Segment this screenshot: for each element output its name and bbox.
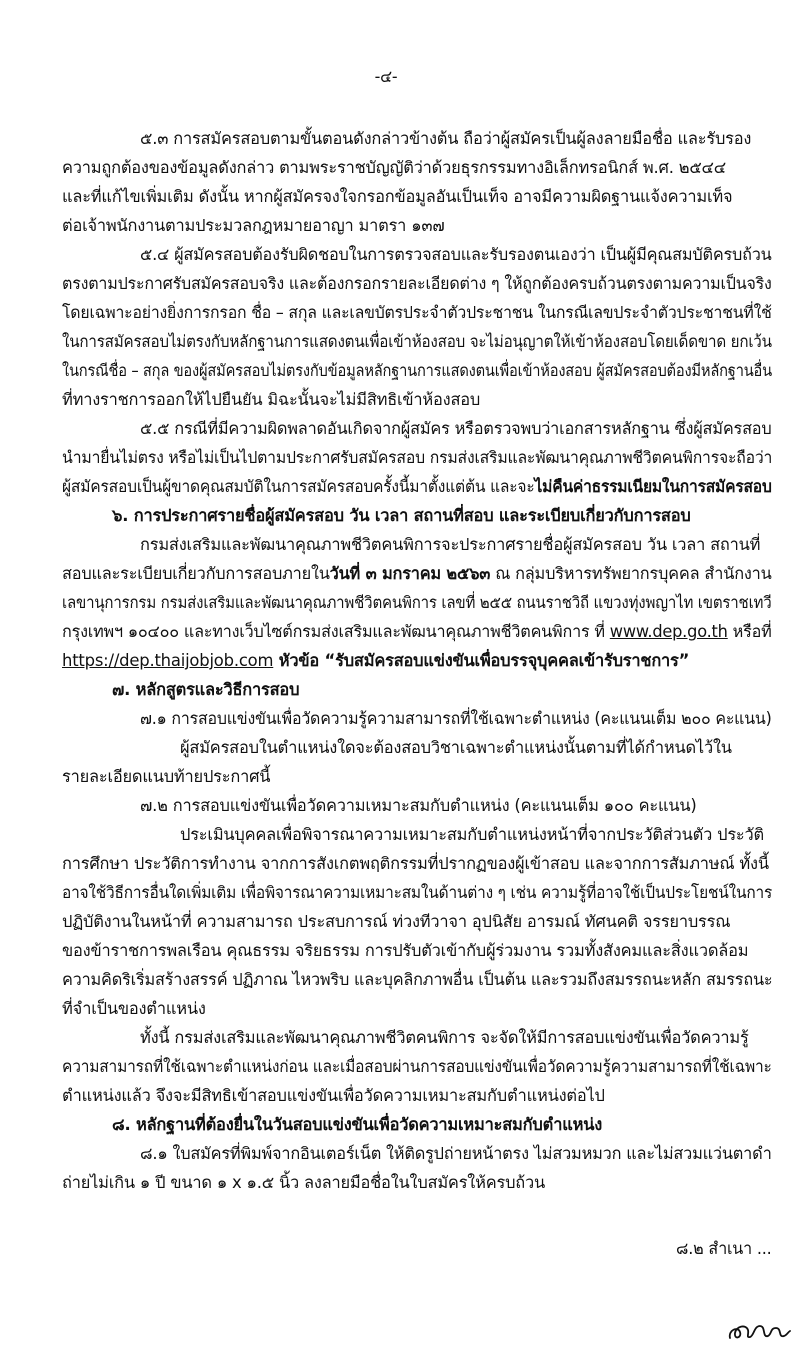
sec5-4-line3: โดยเฉพาะอย่างยิ่งการกรอก ชื่อ – สกุล และเลขบัตรประจำตัวประชาชน ในกรณีเลขประจำตัวประชาชนที่ใช้ <box>62 303 772 322</box>
sec5-3-line1: ๕.๓ การสมัครสอบตามขั้นตอนดังกล่าวข้างต้น ถือว่าผู้สมัครเป็นผู้ลงลายมือชื่อ และรับรอง <box>140 129 752 148</box>
sec8-1-line1: ๘.๑ ใบสมัครที่พิมพ์จากอินเตอร์เน็ต ให้ติดรูปถ่ายหน้าตรง ไม่สวมหมวก และไม่สวมแว่นตาดำ <box>140 1144 772 1163</box>
sec7-1-line2: รายละเอียดแนบท้ายประกาศนี้ <box>62 767 271 786</box>
sec5-4-line4: ในการสมัครสอบไม่ตรงกับหลักฐานการแสดงตนเพื่อเข้าห้องสอบ จะไม่อนุญาตให้เข้าห้องสอบโดยเด็ดขาด ยกเว้น <box>62 332 772 351</box>
sec7-2-title: ๗.๒ การสอบแข่งขันเพื่อวัดความเหมาะสมกับตำแหน่ง (คะแนนเต็ม ๑๐๐ คะแนน) <box>140 796 697 815</box>
sec5-3-line2: ความถูกต้องของข้อมูลดังกล่าว ตามพระราชบัญญัติว่าด้วยธุรกรรมทางอิเล็กทรอนิกส์ พ.ศ. ๒๕๔๔ <box>62 158 726 177</box>
sec7-note-line3: ตำแหน่งแล้ว จึงจะมีสิทธิเข้าสอบแข่งขันเพื่อวัดความเหมาะสมกับตำแหน่งต่อไป <box>62 1086 605 1105</box>
sec6-topic-title: “รับสมัครสอบแข่งขันเพื่อบรรจุบุคคลเข้ารับราชการ” <box>324 651 690 670</box>
sec5-5-no-refund-note: ไม่คืนค่าธรรมเนียมในการสมัครสอบ <box>534 477 772 496</box>
sec5-4-line5: ในกรณีชื่อ – สกุล ของผู้สมัครสอบไม่ตรงกับข้อมูลหลักฐานการแสดงตนเพื่อเข้าห้องสอบ ผู้สมัครสอบต้องมีหลักฐานอื่น <box>62 361 772 380</box>
sec6-line4 <box>62 621 772 643</box>
dep-website-link[interactable]: www.dep.go.th <box>609 622 728 641</box>
sec7-2-line1: ประเมินบุคคลเพื่อพิจารณาความเหมาะสมกับตำแหน่งหน้าที่จากประวัติส่วนตัว ประวัติ <box>180 825 764 844</box>
sec7-1-title: ๗.๑ การสอบแข่งขันเพื่อวัดความรู้ความสามารถที่ใช้เฉพาะตำแหน่ง (คะแนนเต็ม ๒๐๐ คะแนน) <box>140 709 772 728</box>
sec6-line4-text: กรุงเทพฯ ๑๐๔๐๐ และทางเว็บไซต์กรมส่งเสริมและพัฒนาคุณภาพชีวิตคนพิการ ที่ <box>62 622 610 641</box>
sec6-line3: เลขานุการกรม กรมส่งเสริมและพัฒนาคุณภาพชีวิตคนพิการ เลขที่ ๒๕๕ ถนนราชวิถี แขวงทุ่งพญาไท เขตราชเทวี <box>62 593 772 612</box>
sec7-note-line1: ทั้งนี้ กรมส่งเสริมและพัฒนาคุณภาพชีวิตคนพิการ จะจัดให้มีการสอบแข่งขันเพื่อวัดความรู้ <box>140 1028 749 1047</box>
sec7-2-line4: ปฏิบัติงานในหน้าที่ ความสามารถ ประสบการณ์ ท่วงทีวาจา อุปนิสัย อารมณ์ ทัศนคติ จรรยาบรรณ <box>62 912 731 931</box>
sec5-4-line6: ที่ทางราชการออกให้ไปยืนยัน มิฉะนั้นจะไม่มีสิทธิเข้าห้องสอบ <box>62 390 481 409</box>
sec7-2-line2: การศึกษา ประวัติการทำงาน จากการสังเกตพฤติกรรมที่ปรากฏของผู้เข้าสอบ และจากการสัมภาษณ์ ทั้งนี้ <box>62 854 769 873</box>
sec6-topic-label: หัวข้อ <box>273 651 325 670</box>
sec7-heading: ๗. หลักสูตรและวิธีการสอบ <box>112 680 300 699</box>
sec6-line2 <box>62 563 772 585</box>
sec5-4-line1: ๕.๔ ผู้สมัครสอบต้องรับผิดชอบในการตรวจสอบและรับรองตนเองว่า เป็นผู้มีคุณสมบัติครบถ้วน <box>140 245 772 264</box>
sec5-3-line4: ต่อเจ้าพนักงานตามประมวลกฎหมายอาญา มาตรา ๑๓๗ <box>62 216 445 235</box>
sec5-5-line1: ๕.๕ กรณีที่มีความผิดพลาดอันเกิดจากผู้สมัคร หรือตรวจพบว่าเอกสารหลักฐาน ซึ่งผู้สมัครสอบ <box>140 419 772 438</box>
sec5-5-line3-text: ผู้สมัครสอบเป็นผู้ขาดคุณสมบัติในการสมัครสอบครั้งนี้มาตั้งแต่ต้น และจะ <box>62 477 535 496</box>
sec5-3-line3: และที่แก้ไขเพิ่มเติม ดังนั้น หากผู้สมัครจงใจกรอกข้อมูลอันเป็นเท็จ อาจมีความผิดฐานแจ้งความเท็จ <box>62 187 733 206</box>
page-number: -๔- <box>374 67 398 86</box>
sec8-heading: ๘. หลักฐานที่ต้องยื่นในวันสอบแข่งขันเพื่อวัดความเหมาะสมกับตำแหน่ง <box>112 1115 603 1134</box>
sec8-1-line2: ถ่ายไม่เกิน ๑ ปี ขนาด ๑ x ๑.๕ นิ้ว ลงลายมือชื่อในใบสมัครให้ครบถ้วน <box>62 1173 546 1192</box>
sec6-line5 <box>62 650 689 672</box>
thaijobjob-link[interactable]: https://dep.thaijobjob.com <box>62 651 274 670</box>
sec7-2-line5: ของข้าราชการพลเรือน คุณธรรม จริยธรรม การปรับตัวเข้ากับผู้ร่วมงาน รวมทั้งสังคมและสิ่งแวดล้อม <box>62 941 749 960</box>
sec7-2-line6: ความคิดริเริ่มสร้างสรรค์ ปฏิภาณ ไหวพริบ และบุคลิกภาพอื่น เป็นต้น และรวมถึงสมรรถนะหลัก สมรรถนะ <box>62 970 773 989</box>
sec5-5-line2: นำมายื่นไม่ตรง หรือไม่เป็นไปตามประกาศรับสมัครสอบ กรมส่งเสริมและพัฒนาคุณภาพชีวิตคนพิการจะถือว่า <box>62 448 773 467</box>
sec5-4-line2: ตรงตามประกาศรับสมัครสอบจริง และต้องกรอกรายละเอียดต่าง ๆ ให้ถูกต้องครบถ้วนตรงตามความเป็นจริง <box>62 274 772 293</box>
sec7-1-line1: ผู้สมัครสอบในตำแหน่งใดจะต้องสอบวิชาเฉพาะตำแหน่งนั้นตามที่ได้กำหนดไว้ใน <box>180 738 732 757</box>
announcement-date: วันที่ ๓ มกราคม ๒๕๖๓ <box>329 564 491 583</box>
initials-signature-icon <box>726 1318 792 1344</box>
sec6-line2-text: สอบและระเบียบเกี่ยวกับการสอบภายใน <box>62 564 330 583</box>
sec7-2-line3: อาจใช้วิธีการอื่นใดเพิ่มเติม เพื่อพิจารณาความเหมาะสมในด้านต่าง ๆ เช่น ความรู้ที่อาจใช้เป็นประโยชน์ในการ <box>62 883 773 902</box>
sec6-heading: ๖. การประกาศรายชื่อผู้สมัครสอบ วัน เวลา สถานที่สอบ และระเบียบเกี่ยวกับการสอบ <box>112 506 691 525</box>
sec5-5-line3 <box>62 476 772 498</box>
sec7-2-line7: ที่จำเป็นของตำแหน่ง <box>62 999 206 1018</box>
sec6-line2-tail: ณ กลุ่มบริหารทรัพยากรบุคคล สำนักงาน <box>490 564 772 583</box>
sec7-note-line2: ความสามารถที่ใช้เฉพาะตำแหน่งก่อน และเมื่อสอบผ่านการสอบแข่งขันเพื่อวัดความรู้ความสามารถที่ใช้เฉพาะ <box>62 1057 772 1076</box>
continued-next-page: ๘.๒ สำเนา ... <box>676 1239 772 1258</box>
sec6-line4-tail: หรือที่ <box>727 622 772 641</box>
sec6-line1: กรมส่งเสริมและพัฒนาคุณภาพชีวิตคนพิการจะประกาศรายชื่อผู้สมัครสอบ วัน เวลา สถานที่ <box>140 535 761 554</box>
